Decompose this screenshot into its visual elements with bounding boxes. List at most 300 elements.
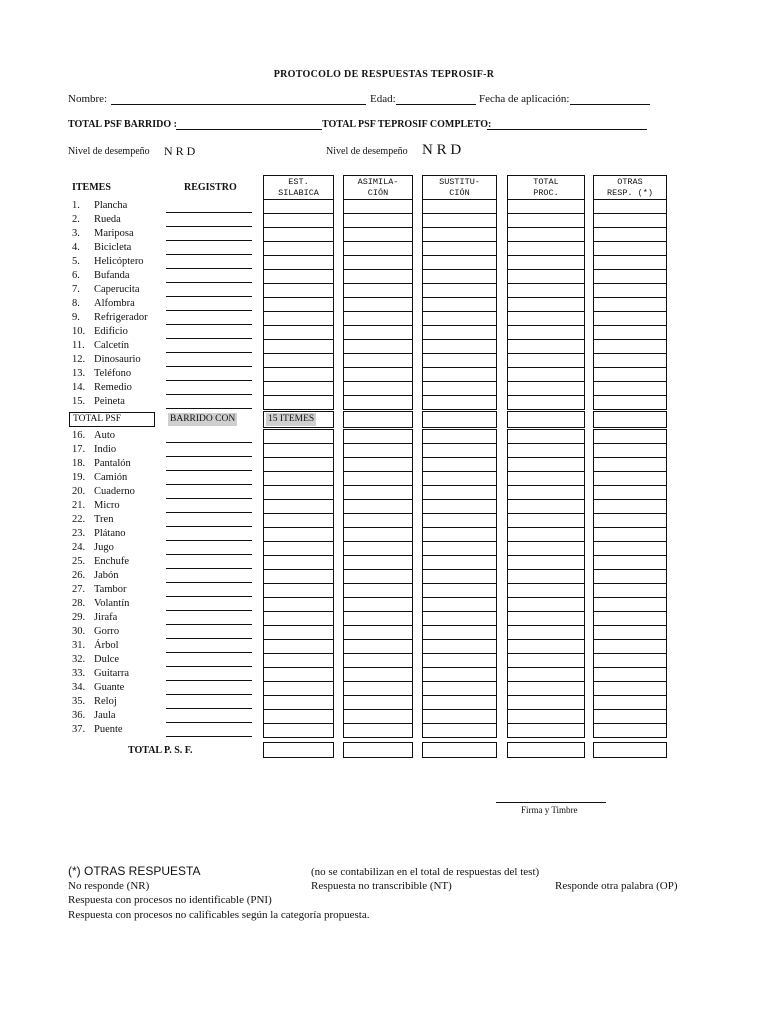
response-cell-est-silabica[interactable] (263, 583, 334, 598)
response-cell-otras-resp[interactable] (593, 653, 667, 668)
response-cell-total-proc[interactable] (507, 227, 585, 242)
item-number: 34. (72, 682, 86, 693)
item-number: 3. (72, 228, 80, 239)
registro-field[interactable] (166, 498, 252, 499)
response-cell-total-proc[interactable] (507, 353, 585, 368)
item-label (72, 654, 119, 665)
registro-field[interactable] (166, 282, 252, 283)
registro-field[interactable] (166, 212, 252, 213)
response-cell-est-silabica[interactable] (263, 611, 334, 626)
response-cell-total-proc[interactable] (507, 429, 585, 444)
registro-field[interactable] (166, 722, 252, 723)
response-cell-sustitucion[interactable] (422, 499, 497, 514)
item-name: Alfombra (94, 298, 135, 309)
response-cell-otras-resp[interactable] (593, 485, 667, 500)
response-cell-est-silabica[interactable] (263, 353, 334, 368)
psf-cell-total-proc[interactable] (507, 411, 585, 428)
item-label (72, 598, 129, 609)
response-cell-total-proc[interactable] (507, 709, 585, 724)
response-cell-asimilacion[interactable] (343, 611, 413, 626)
registro-field[interactable] (166, 652, 252, 653)
registro-field[interactable] (166, 526, 252, 527)
item-label (72, 584, 127, 595)
response-cell-asimilacion[interactable] (343, 311, 413, 326)
response-cell-total-proc[interactable] (507, 283, 585, 298)
response-cell-otras-resp[interactable] (593, 597, 667, 612)
response-cell-sustitucion[interactable] (422, 429, 497, 444)
response-cell-sustitucion[interactable] (422, 443, 497, 458)
response-cell-total-proc[interactable] (507, 381, 585, 396)
response-cell-sustitucion[interactable] (422, 611, 497, 626)
response-cell-est-silabica[interactable] (263, 429, 334, 444)
response-cell-asimilacion[interactable] (343, 283, 413, 298)
response-cell-asimilacion[interactable] (343, 513, 413, 528)
response-cell-total-proc[interactable] (507, 527, 585, 542)
response-cell-total-proc[interactable] (507, 611, 585, 626)
response-cell-otras-resp[interactable] (593, 395, 667, 410)
response-cell-asimilacion[interactable] (343, 527, 413, 542)
registro-field[interactable] (166, 394, 252, 395)
response-cell-sustitucion[interactable] (422, 639, 497, 654)
response-cell-otras-resp[interactable] (593, 667, 667, 682)
response-cell-asimilacion[interactable] (343, 269, 413, 284)
response-cell-asimilacion[interactable] (343, 471, 413, 486)
response-cell-est-silabica[interactable] (263, 311, 334, 326)
total-psf-label: TOTAL PSF (69, 412, 155, 427)
response-cell-asimilacion[interactable] (343, 597, 413, 612)
response-cell-sustitucion[interactable] (422, 325, 497, 340)
response-cell-otras-resp[interactable] (593, 283, 667, 298)
registro-field[interactable] (166, 484, 252, 485)
column-header-line2: CIÓN (367, 188, 389, 198)
response-cell-total-proc[interactable] (507, 213, 585, 228)
response-cell-est-silabica[interactable] (263, 443, 334, 458)
response-cell-total-proc[interactable] (507, 485, 585, 500)
response-cell-est-silabica[interactable] (263, 367, 334, 382)
total-cell-total-proc[interactable] (507, 742, 585, 758)
registro-field[interactable] (166, 310, 252, 311)
response-cell-otras-resp[interactable] (593, 241, 667, 256)
response-cell-sustitucion[interactable] (422, 227, 497, 242)
column-header-line2: RESP. (*) (607, 188, 653, 198)
response-cell-asimilacion[interactable] (343, 695, 413, 710)
item-name: Dulce (94, 654, 120, 665)
item-number: 33. (72, 668, 86, 679)
response-cell-sustitucion[interactable] (422, 527, 497, 542)
response-cell-asimilacion[interactable] (343, 353, 413, 368)
nivel-desempeno-right-label: Nivel de desempeño (326, 146, 408, 157)
item-label (72, 430, 115, 441)
response-cell-total-proc[interactable] (507, 199, 585, 214)
response-cell-sustitucion[interactable] (422, 311, 497, 326)
item-name: Mariposa (94, 228, 134, 239)
response-cell-otras-resp[interactable] (593, 213, 667, 228)
registro-field[interactable] (166, 380, 252, 381)
response-cell-asimilacion[interactable] (343, 653, 413, 668)
response-cell-sustitucion[interactable] (422, 381, 497, 396)
total-cell-est-silabica[interactable] (263, 742, 334, 758)
response-cell-total-proc[interactable] (507, 639, 585, 654)
response-cell-otras-resp[interactable] (593, 325, 667, 340)
item-name: Micro (94, 500, 120, 511)
response-cell-asimilacion[interactable] (343, 639, 413, 654)
response-cell-est-silabica[interactable] (263, 569, 334, 584)
response-cell-sustitucion[interactable] (422, 555, 497, 570)
response-cell-est-silabica[interactable] (263, 485, 334, 500)
registro-field[interactable] (166, 624, 252, 625)
response-cell-asimilacion[interactable] (343, 381, 413, 396)
response-cell-sustitucion[interactable] (422, 339, 497, 354)
registro-field[interactable] (166, 338, 252, 339)
response-cell-sustitucion[interactable] (422, 625, 497, 640)
registro-field[interactable] (166, 540, 252, 541)
item-name: Jabón (94, 570, 119, 581)
response-cell-total-proc[interactable] (507, 625, 585, 640)
response-cell-otras-resp[interactable] (593, 255, 667, 270)
response-cell-otras-resp[interactable] (593, 611, 667, 626)
response-cell-otras-resp[interactable] (593, 513, 667, 528)
response-cell-otras-resp[interactable] (593, 583, 667, 598)
response-cell-asimilacion[interactable] (343, 457, 413, 472)
column-header-line2: SILABICA (278, 188, 319, 198)
response-cell-est-silabica[interactable] (263, 639, 334, 654)
registro-field[interactable] (166, 694, 252, 695)
item-number: 13. (72, 368, 86, 379)
response-cell-est-silabica[interactable] (263, 597, 334, 612)
item-name: Teléfono (94, 368, 132, 379)
response-cell-otras-resp[interactable] (593, 381, 667, 396)
response-cell-est-silabica[interactable] (263, 471, 334, 486)
response-cell-total-proc[interactable] (507, 513, 585, 528)
response-cell-total-proc[interactable] (507, 255, 585, 270)
item-label (72, 556, 129, 567)
total-cell-asimilacion[interactable] (343, 742, 413, 758)
response-cell-est-silabica[interactable] (263, 499, 334, 514)
response-cell-est-silabica[interactable] (263, 213, 334, 228)
response-cell-sustitucion[interactable] (422, 583, 497, 598)
response-cell-est-silabica[interactable] (263, 695, 334, 710)
item-number: 8. (72, 298, 80, 309)
response-cell-otras-resp[interactable] (593, 227, 667, 242)
response-cell-asimilacion[interactable] (343, 569, 413, 584)
response-cell-total-proc[interactable] (507, 653, 585, 668)
response-cell-total-proc[interactable] (507, 555, 585, 570)
registro-field[interactable] (166, 366, 252, 367)
response-cell-asimilacion[interactable] (343, 339, 413, 354)
response-cell-sustitucion[interactable] (422, 541, 497, 556)
column-header-line1: OTRAS (617, 177, 643, 187)
response-cell-est-silabica[interactable] (263, 339, 334, 354)
item-label (72, 626, 119, 637)
total-cell-sustitucion[interactable] (422, 742, 497, 758)
response-cell-est-silabica[interactable] (263, 395, 334, 410)
response-cell-otras-resp[interactable] (593, 695, 667, 710)
psf-cell-est-silabica[interactable] (263, 411, 334, 428)
response-cell-est-silabica[interactable] (263, 199, 334, 214)
item-number: 16. (72, 430, 86, 441)
response-cell-asimilacion[interactable] (343, 499, 413, 514)
registro-field[interactable] (166, 408, 252, 409)
response-cell-est-silabica[interactable] (263, 255, 334, 270)
response-cell-asimilacion[interactable] (343, 625, 413, 640)
registro-field[interactable] (166, 708, 252, 709)
registro-field[interactable] (166, 554, 252, 555)
item-number: 21. (72, 500, 86, 511)
response-cell-otras-resp[interactable] (593, 625, 667, 640)
response-cell-asimilacion[interactable] (343, 227, 413, 242)
response-cell-total-proc[interactable] (507, 471, 585, 486)
response-cell-asimilacion[interactable] (343, 199, 413, 214)
response-cell-est-silabica[interactable] (263, 625, 334, 640)
response-cell-otras-resp[interactable] (593, 367, 667, 382)
item-label (72, 312, 148, 323)
response-cell-est-silabica[interactable] (263, 227, 334, 242)
response-cell-sustitucion[interactable] (422, 353, 497, 368)
item-name: Jugo (94, 542, 114, 553)
response-cell-total-proc[interactable] (507, 457, 585, 472)
response-cell-sustitucion[interactable] (422, 597, 497, 612)
legend-nt: Respuesta no transcribible (NT) (311, 880, 452, 892)
response-cell-asimilacion[interactable] (343, 213, 413, 228)
response-cell-est-silabica[interactable] (263, 541, 334, 556)
nivel-desempeno-left-options[interactable]: N R D (164, 144, 196, 158)
response-cell-sustitucion[interactable] (422, 283, 497, 298)
response-cell-asimilacion[interactable] (343, 255, 413, 270)
response-cell-total-proc[interactable] (507, 583, 585, 598)
response-cell-est-silabica[interactable] (263, 513, 334, 528)
registro-field[interactable] (166, 324, 252, 325)
response-cell-total-proc[interactable] (507, 311, 585, 326)
response-cell-est-silabica[interactable] (263, 709, 334, 724)
registro-field[interactable] (166, 254, 252, 255)
response-cell-est-silabica[interactable] (263, 667, 334, 682)
response-cell-otras-resp[interactable] (593, 709, 667, 724)
psf-cell-otras-resp[interactable] (593, 411, 667, 428)
psf-cell-asimilacion[interactable] (343, 411, 413, 428)
response-cell-est-silabica[interactable] (263, 555, 334, 570)
response-cell-est-silabica[interactable] (263, 527, 334, 542)
item-name: Plátano (94, 528, 126, 539)
response-cell-sustitucion[interactable] (422, 367, 497, 382)
signature-line[interactable] (496, 802, 606, 803)
response-cell-total-proc[interactable] (507, 297, 585, 312)
response-cell-otras-resp[interactable] (593, 339, 667, 354)
response-cell-sustitucion[interactable] (422, 213, 497, 228)
response-cell-est-silabica[interactable] (263, 241, 334, 256)
response-cell-asimilacion[interactable] (343, 429, 413, 444)
registro-field[interactable] (166, 666, 252, 667)
response-cell-otras-resp[interactable] (593, 429, 667, 444)
registro-field[interactable] (166, 582, 252, 583)
response-cell-est-silabica[interactable] (263, 723, 334, 738)
response-cell-asimilacion[interactable] (343, 241, 413, 256)
response-cell-sustitucion[interactable] (422, 723, 497, 738)
response-cell-sustitucion[interactable] (422, 297, 497, 312)
response-cell-total-proc[interactable] (507, 681, 585, 696)
response-cell-sustitucion[interactable] (422, 255, 497, 270)
item-number: 20. (72, 486, 86, 497)
fecha-field[interactable] (570, 104, 650, 105)
response-cell-asimilacion[interactable] (343, 395, 413, 410)
response-cell-asimilacion[interactable] (343, 681, 413, 696)
registro-field[interactable] (166, 226, 252, 227)
response-cell-est-silabica[interactable] (263, 381, 334, 396)
response-cell-asimilacion[interactable] (343, 325, 413, 340)
response-cell-asimilacion[interactable] (343, 723, 413, 738)
psf-cell-sustitucion[interactable] (422, 411, 497, 428)
item-number: 31. (72, 640, 86, 651)
response-cell-otras-resp[interactable] (593, 457, 667, 472)
response-cell-total-proc[interactable] (507, 597, 585, 612)
response-cell-total-proc[interactable] (507, 395, 585, 410)
response-cell-sustitucion[interactable] (422, 241, 497, 256)
legend-pnc: Respuesta con procesos no calificables según la categoría propuesta. (68, 909, 370, 921)
total-barrido-field[interactable] (176, 129, 322, 130)
item-label (72, 458, 131, 469)
response-cell-total-proc[interactable] (507, 241, 585, 256)
response-cell-est-silabica[interactable] (263, 681, 334, 696)
item-label (72, 382, 132, 393)
response-cell-otras-resp[interactable] (593, 311, 667, 326)
item-number: 2. (72, 214, 80, 225)
item-number: 29. (72, 612, 86, 623)
response-cell-otras-resp[interactable] (593, 297, 667, 312)
response-cell-otras-resp[interactable] (593, 681, 667, 696)
nombre-field[interactable] (111, 104, 366, 105)
nivel-desempeno-right-options[interactable]: N R D (422, 142, 462, 158)
registro-field[interactable] (166, 296, 252, 297)
nivel-desempeno-left-label: Nivel de desempeño (68, 146, 150, 157)
response-cell-otras-resp[interactable] (593, 353, 667, 368)
response-cell-total-proc[interactable] (507, 541, 585, 556)
item-label (72, 724, 123, 735)
response-cell-asimilacion[interactable] (343, 297, 413, 312)
registro-field[interactable] (166, 268, 252, 269)
response-cell-total-proc[interactable] (507, 499, 585, 514)
response-cell-asimilacion[interactable] (343, 367, 413, 382)
item-label (72, 256, 144, 267)
registro-field[interactable] (166, 680, 252, 681)
item-label (72, 570, 119, 581)
item-label (72, 444, 116, 455)
total-cell-otras-resp[interactable] (593, 742, 667, 758)
column-header-sustitucion (422, 175, 497, 199)
response-cell-sustitucion[interactable] (422, 653, 497, 668)
response-cell-total-proc[interactable] (507, 367, 585, 382)
response-cell-total-proc[interactable] (507, 723, 585, 738)
response-cell-otras-resp[interactable] (593, 443, 667, 458)
response-cell-sustitucion[interactable] (422, 395, 497, 410)
response-cell-sustitucion[interactable] (422, 569, 497, 584)
registro-field[interactable] (166, 596, 252, 597)
item-label (72, 500, 120, 511)
response-cell-est-silabica[interactable] (263, 297, 334, 312)
response-cell-total-proc[interactable] (507, 269, 585, 284)
response-cell-asimilacion[interactable] (343, 541, 413, 556)
registro-field[interactable] (166, 736, 252, 737)
response-cell-sustitucion[interactable] (422, 485, 497, 500)
response-cell-total-proc[interactable] (507, 443, 585, 458)
response-cell-sustitucion[interactable] (422, 199, 497, 214)
response-cell-total-proc[interactable] (507, 325, 585, 340)
response-cell-asimilacion[interactable] (343, 667, 413, 682)
response-cell-sustitucion[interactable] (422, 695, 497, 710)
response-cell-otras-resp[interactable] (593, 499, 667, 514)
registro-field[interactable] (166, 568, 252, 569)
response-cell-sustitucion[interactable] (422, 269, 497, 284)
response-cell-sustitucion[interactable] (422, 709, 497, 724)
item-label (72, 710, 116, 721)
response-cell-otras-resp[interactable] (593, 555, 667, 570)
item-name: Auto (94, 430, 115, 441)
column-header-line2: PROC. (533, 188, 559, 198)
item-label (72, 542, 114, 553)
total-completo-field[interactable] (487, 129, 647, 130)
column-header-est-silabica (263, 175, 334, 199)
response-cell-asimilacion[interactable] (343, 709, 413, 724)
item-number: 4. (72, 242, 80, 253)
response-cell-otras-resp[interactable] (593, 639, 667, 654)
response-cell-otras-resp[interactable] (593, 471, 667, 486)
response-cell-total-proc[interactable] (507, 695, 585, 710)
registro-field[interactable] (166, 512, 252, 513)
registro-field[interactable] (166, 638, 252, 639)
registro-field[interactable] (166, 610, 252, 611)
response-cell-est-silabica[interactable] (263, 457, 334, 472)
item-name: Camión (94, 472, 128, 483)
total-completo-label: TOTAL PSF TEPROSIF COMPLETO: (322, 119, 492, 130)
response-cell-est-silabica[interactable] (263, 283, 334, 298)
item-number: 26. (72, 570, 86, 581)
response-cell-est-silabica[interactable] (263, 269, 334, 284)
item-number: 37. (72, 724, 86, 735)
registro-field[interactable] (166, 470, 252, 471)
response-cell-total-proc[interactable] (507, 667, 585, 682)
response-cell-asimilacion[interactable] (343, 555, 413, 570)
response-cell-total-proc[interactable] (507, 339, 585, 354)
registro-field[interactable] (166, 456, 252, 457)
edad-field[interactable] (396, 104, 476, 105)
response-cell-sustitucion[interactable] (422, 457, 497, 472)
column-header-line1: SUSTITU- (439, 177, 480, 187)
item-label (72, 340, 129, 351)
response-cell-sustitucion[interactable] (422, 471, 497, 486)
page-title: PROTOCOLO DE RESPUESTAS TEPROSIF-R (273, 69, 495, 80)
response-cell-otras-resp[interactable] (593, 527, 667, 542)
response-cell-est-silabica[interactable] (263, 325, 334, 340)
response-cell-sustitucion[interactable] (422, 667, 497, 682)
item-number: 30. (72, 626, 86, 637)
response-cell-otras-resp[interactable] (593, 723, 667, 738)
response-cell-otras-resp[interactable] (593, 199, 667, 214)
registro-field[interactable] (166, 240, 252, 241)
response-cell-otras-resp[interactable] (593, 269, 667, 284)
response-cell-sustitucion[interactable] (422, 681, 497, 696)
response-cell-otras-resp[interactable] (593, 541, 667, 556)
registro-field[interactable] (166, 352, 252, 353)
response-cell-asimilacion[interactable] (343, 485, 413, 500)
item-label (72, 612, 117, 623)
response-cell-total-proc[interactable] (507, 569, 585, 584)
registro-field[interactable] (166, 442, 252, 443)
item-label (72, 668, 129, 679)
response-cell-asimilacion[interactable] (343, 443, 413, 458)
response-cell-est-silabica[interactable] (263, 653, 334, 668)
response-cell-sustitucion[interactable] (422, 513, 497, 528)
column-header-line2: CIÓN (449, 188, 470, 198)
response-cell-otras-resp[interactable] (593, 569, 667, 584)
response-cell-asimilacion[interactable] (343, 583, 413, 598)
